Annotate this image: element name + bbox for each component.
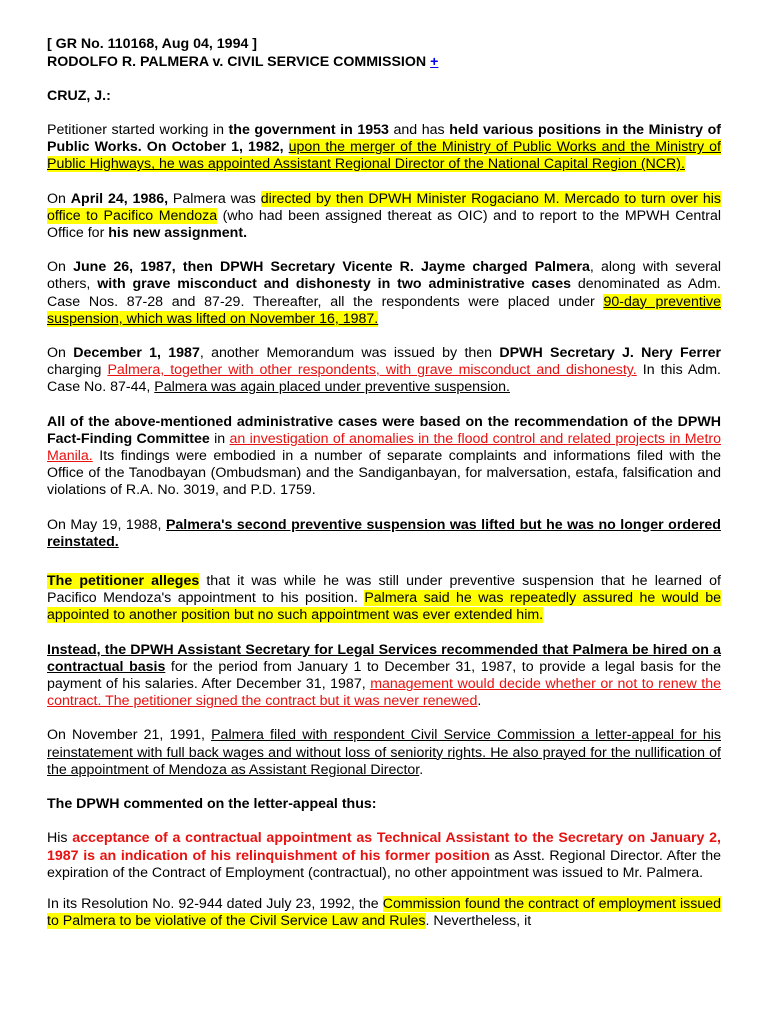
bold-text: DPWH Secretary J. Nery Ferrer [499,345,721,362]
text-run: that it was while he was still under preventive suspension that he learned of Pacifico Mendoza's appointment to his position. [47,573,721,607]
case-reference: [ GR No. 110168, Aug 04, 1994 ] [47,36,258,52]
text-run: On [47,190,71,207]
highlighted-text: directed by then DPWH Minister Rogaciano M. Mercado to turn over his office to Pacifico Mendoza [47,190,722,224]
text-run: On November 21, 1991, [47,727,212,744]
text-run: (who had been assigned thereat as OIC) and to report to the MPWH Central Office for [47,207,721,242]
paragraph-7 [47,573,721,625]
red-underlined-text: management would decide whether or not to renew the contract. The petitioner signed the contract but it was never renewed [47,676,721,710]
text-run: On May 19, 1988, [47,516,166,533]
highlighted-text: Commission found the contract of employment issued to Palmera to be violative of the Civil Service Law and Rules [47,895,721,930]
bold-text: the government in 1953 [228,122,389,138]
highlighted-text: Palmera said he was repeatedly assured he would be appointed to another position but no such appointment was ever extended him. [47,590,721,624]
text-run: , another Memorandum was issued by then [199,345,500,362]
bold-text: April 24, 1986, [70,190,169,207]
underlined-text: Palmera was again placed under preventive suspension. [154,379,510,396]
text-run: In its Resolution No. 92-944 dated July 23, 1992, the [47,895,383,912]
paragraph-1 [47,122,721,174]
text-run: . [477,693,482,710]
text-run: Petitioner started working in [47,122,229,138]
bold-text: his new assignment. [108,225,248,242]
expand-plus-link[interactable]: + [430,54,439,70]
text-run [284,139,289,155]
bold-underlined-text: Palmera's second preventive suspension was lifted but he was no longer ordered reinstated. [47,516,721,550]
red-underlined-text: an investigation of anomalies in the flood control and related projects in Metro Manila. [47,430,721,465]
highlighted-bold-text: The petitioner alleges [47,573,200,590]
highlighted-text: 90-day preventive suspension, which was lifted on November 16, 1987. [47,293,722,327]
text-run: Palmera was [168,190,261,207]
text-run: charging [47,362,108,379]
text-run: On [47,259,74,276]
paragraph-12 [47,896,721,930]
paragraph-8 [47,642,721,711]
paragraph-10: The DPWH commented on the letter-appeal thus: [47,796,377,813]
paragraph-2 [47,191,721,243]
bold-text: held various positions in the Ministry of Public Works. On October 1, 1982, [47,122,722,156]
text-run: , along with several others, [47,259,722,293]
case-title-text: RODOLFO R. PALMERA v. CIVIL SERVICE COMMISSION [47,54,427,70]
text-run: for the period from January 1 to December 31, 1987, to provide a legal basis for the payment of his salaries. After December 31, 1987, [47,658,721,693]
bold-text: with grave misconduct and dishonesty in two administrative cases [97,276,571,293]
text-run: and has [388,122,450,138]
text-run: . [419,761,424,778]
underlined-text: Palmera filed with respondent Civil Service Commission a letter-appeal for his reinstatement with full back wages and without loss of seniority rights. He also prayed for the nullification of the appointment of Mendoza as Assistant Regional Director [47,727,721,778]
paragraph-5 [47,414,721,500]
case-title [47,53,721,71]
text-run: Its findings were embodied in a number of separate complaints and informations filed with the Office of the Tanodbayan (Ombudsman) and the Sandiganbayan, for malversation, estafa, falsification and violations of R.A. No. 3019, and P.D. 1759. [47,448,721,499]
paragraph-4 [47,345,721,397]
ponente: CRUZ, J.: [47,88,111,104]
document-body [47,35,721,930]
paragraph-3 [47,259,721,328]
bold-text: June 26, 1987, then DPWH Secretary Vicente R. Jayme charged Palmera [73,259,590,276]
text-run: His [47,830,73,847]
text-run: On [47,345,74,362]
red-underlined-text: Palmera, together with other respondents, with grave misconduct and dishonesty. [107,362,637,379]
bold-text: All of the above-mentioned administrative cases were based on the recommendation of the DPWH Fact-Finding Committee [47,413,721,447]
text-run: in [209,430,230,447]
bold-underlined-text: Instead, the DPWH Assistant Secretary for Legal Services recommended that Palmera be hired on a contractual basis [47,641,721,675]
paragraph-9 [47,727,721,779]
highlighted-text: upon the merger of the Ministry of Public Works and the Ministry of Public Highways, he was appointed Assistant Regional Director of the National Capital Region (NCR). [47,139,721,173]
paragraph-11 [47,830,721,882]
text-run: . Nevertheless, it [425,913,532,930]
paragraph-6 [47,517,721,551]
text-run: as Asst. Regional Director. After the expiration of the Contract of Employment (contractual), no other appointment was issued to Mr. Palmera. [47,847,721,881]
text-run: In this Adm. Case No. 87-44, [47,362,721,396]
red-bold-text: acceptance of a contractual appointment as Technical Assistant to the Secretary on January 2, 1987 is an indication of his relinquishment of his former position [47,830,721,864]
text-run: denominated as Adm. Case Nos. 87-28 and 87-29. Thereafter, all the respondents were placed under [47,276,721,310]
bold-text: December 1, 1987 [73,345,200,362]
